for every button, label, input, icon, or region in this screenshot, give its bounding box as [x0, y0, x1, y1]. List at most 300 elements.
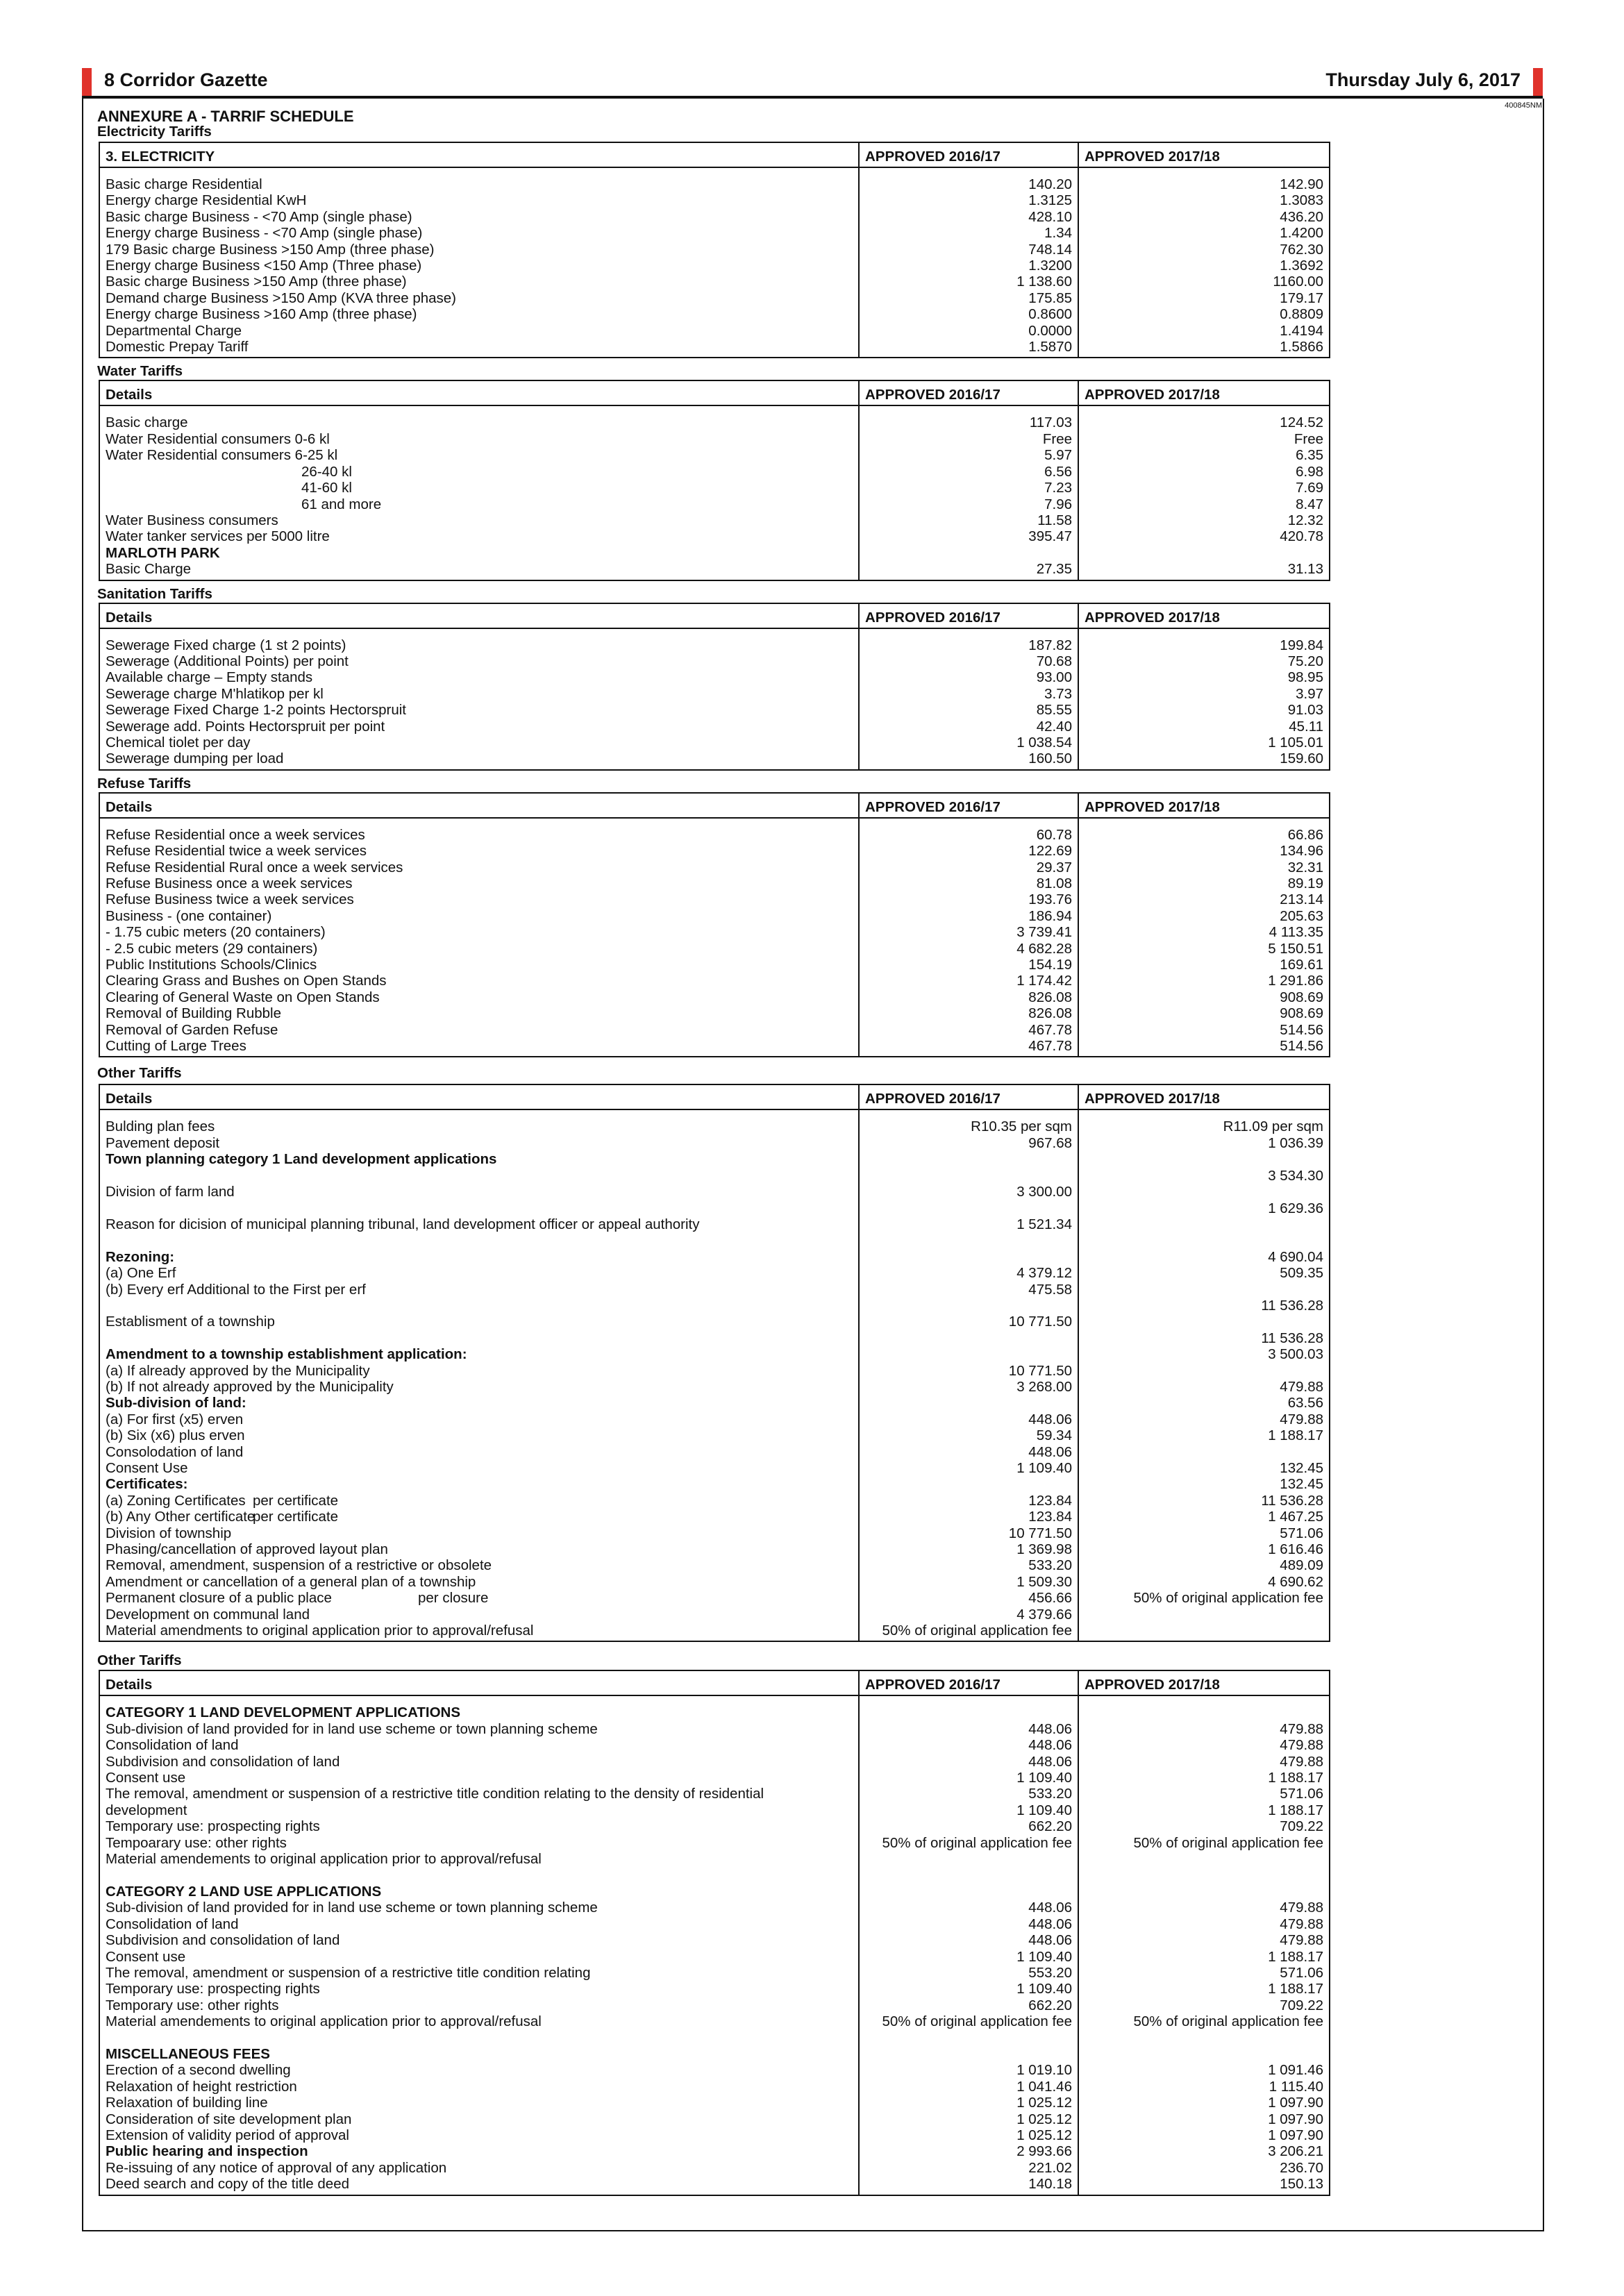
- issue-date: Thursday July 6, 2017: [1325, 69, 1521, 90]
- other1-table: [99, 1084, 1330, 1642]
- value-2017-18: 11 536.28: [1078, 1330, 1330, 1346]
- value-2017-18: 169.61: [1078, 957, 1330, 973]
- row-label-text: Sewerage add. Points Hectorspruit per point: [106, 718, 385, 735]
- value-2017-18: [1078, 1868, 1330, 1884]
- row-label-text: (a) Zoning Certificates: [106, 1492, 246, 1509]
- value-2016-17: 11.58: [859, 512, 1078, 528]
- row-label: [99, 719, 859, 735]
- tariff-schedule: [97, 108, 1333, 2200]
- row-label-text: (b) Any Other certificate: [106, 1509, 256, 1525]
- table-row: [99, 1997, 1330, 2013]
- table-row: [99, 989, 1330, 1005]
- value-2016-17: [859, 2046, 1078, 2062]
- row-label: [99, 891, 859, 907]
- row-label: [99, 323, 859, 339]
- table-row: [99, 2046, 1330, 2062]
- value-2016-17: 140.18: [859, 2176, 1078, 2195]
- value-2017-18: 1 188.17: [1078, 1427, 1330, 1443]
- value-2016-17: 3 300.00: [859, 1184, 1078, 1200]
- value-2017-18: 1 097.90: [1078, 2111, 1330, 2127]
- row-label-text: (a) For first (x5) erven: [106, 1411, 244, 1427]
- row-label-text: Refuse Residential Rural once a week services: [106, 859, 403, 875]
- value-2017-18: [1078, 1444, 1330, 1460]
- table-row: [99, 2030, 1330, 2046]
- table-row: [99, 1135, 1330, 1151]
- table-row: [99, 2095, 1330, 2111]
- row-label: [99, 2030, 859, 2046]
- row-label-text: Temporary use: prospecting rights: [106, 1818, 320, 1835]
- value-2017-18: 124.52: [1078, 405, 1330, 430]
- value-2017-18: [1078, 2046, 1330, 2062]
- row-label-text: Consent Use: [106, 1459, 188, 1476]
- value-2016-17: [859, 1249, 1078, 1265]
- row-label-text: Energy charge Business >160 Amp (three phase): [106, 306, 417, 323]
- table-row: [99, 1200, 1330, 1216]
- value-2016-17: Free: [859, 431, 1078, 447]
- per-closure-note: per closure: [418, 1590, 489, 1607]
- row-label: [99, 1265, 859, 1281]
- table-header-row: [99, 380, 1330, 405]
- table-row: [99, 843, 1330, 859]
- table-row: [99, 1005, 1330, 1021]
- row-label-text: Refuse Business once a week services: [106, 875, 353, 891]
- value-2016-17: [859, 1200, 1078, 1216]
- water-section: [97, 380, 1333, 580]
- value-2017-18: 571.06: [1078, 1525, 1330, 1541]
- table-row: [99, 957, 1330, 973]
- row-label: [99, 941, 859, 957]
- row-label-text: Energy charge Business <150 Amp (Three phase): [106, 258, 422, 274]
- value-2016-17: 448.06: [859, 1932, 1078, 1948]
- row-label-text: Consent use: [106, 1948, 186, 1965]
- row-label: [99, 561, 859, 580]
- row-label: [99, 528, 859, 544]
- table-row: [99, 1379, 1330, 1395]
- value-2016-17: 50% of original application fee: [859, 2013, 1078, 2029]
- value-2016-17: [859, 1476, 1078, 1492]
- row-label-text: Sewerage Fixed charge (1 st 2 points): [106, 637, 346, 653]
- value-2017-18: [1078, 1884, 1330, 1900]
- value-2017-18: 75.20: [1078, 653, 1330, 669]
- value-2017-18: 4 113.35: [1078, 924, 1330, 940]
- row-label-text: Rezoning:: [106, 1248, 175, 1265]
- table-row: [99, 1509, 1330, 1525]
- table-row: [99, 669, 1330, 685]
- row-label-text: MARLOTH PARK: [106, 544, 220, 561]
- value-2017-18: 4 690.62: [1078, 1574, 1330, 1590]
- row-label-text: Water Residential consumers 0-6 kl: [106, 430, 330, 447]
- value-2016-17: [859, 545, 1078, 561]
- value-2016-17: 193.76: [859, 891, 1078, 907]
- table-row: [99, 242, 1330, 258]
- value-2017-18: 32.31: [1078, 860, 1330, 875]
- table-row: [99, 2127, 1330, 2143]
- header-accent-left: [82, 68, 92, 96]
- row-label: [99, 2127, 859, 2143]
- row-label: [99, 1541, 859, 1557]
- row-label: [99, 512, 859, 528]
- value-2017-18: 1 616.46: [1078, 1541, 1330, 1557]
- row-label-text: Refuse Business twice a week services: [106, 891, 354, 908]
- value-2016-17: 475.58: [859, 1282, 1078, 1298]
- value-2016-17: 1 109.40: [859, 1770, 1078, 1786]
- value-2017-18: 1 188.17: [1078, 1949, 1330, 1965]
- row-label-text: Consent use: [106, 1770, 186, 1786]
- table-row: [99, 464, 1330, 480]
- row-label: [99, 1818, 859, 1834]
- row-label-text: Development on communal land: [106, 1606, 310, 1623]
- row-label: [99, 924, 859, 940]
- value-2017-18: 89.19: [1078, 875, 1330, 891]
- value-2017-18: 479.88: [1078, 1932, 1330, 1948]
- value-2016-17: 59.34: [859, 1427, 1078, 1443]
- table-row: [99, 480, 1330, 496]
- row-label-text: Material amendements to original application prior to approval/refusal: [106, 1851, 542, 1868]
- value-2017-18: 63.56: [1078, 1395, 1330, 1411]
- value-2017-18: 1 105.01: [1078, 735, 1330, 751]
- column-header: APPROVED 2016/17: [859, 603, 1078, 628]
- row-label-text: Consideration of site development plan: [106, 2111, 352, 2127]
- row-label-text: Temporary use: prospecting rights: [106, 1981, 320, 1997]
- table-row: [99, 1851, 1330, 1867]
- value-2016-17: 5.97: [859, 447, 1078, 463]
- table-row: [99, 1786, 1330, 1802]
- row-label-text: Division of township: [106, 1525, 232, 1541]
- value-2017-18: 50% of original application fee: [1078, 2013, 1330, 2029]
- value-2016-17: 1 109.40: [859, 1802, 1078, 1818]
- row-label-text: Consolidation of land: [106, 1916, 239, 1932]
- value-2017-18: 8.47: [1078, 496, 1330, 512]
- row-label-text: Relaxation of building line: [106, 2095, 268, 2111]
- table-row: [99, 528, 1330, 544]
- value-2017-18: 91.03: [1078, 702, 1330, 718]
- row-label-text: Tempoarary use: other rights: [106, 1834, 287, 1851]
- row-label-text: Basic charge Residential: [106, 176, 262, 192]
- row-label-text: Water Business consumers: [106, 512, 278, 528]
- value-2016-17: 448.06: [859, 1900, 1078, 1916]
- table-row: [99, 209, 1330, 225]
- table-header-row: [99, 1670, 1330, 1695]
- row-label-text: Refuse Residential once a week services: [106, 826, 365, 843]
- table-header-row: [99, 603, 1330, 628]
- value-2017-18: [1078, 2030, 1330, 2046]
- row-label-text: Business - (one container): [106, 907, 272, 924]
- refuse-title: Refuse Tariffs: [97, 775, 192, 791]
- row-label-text: Sewerage charge M'hlatikop per kl: [106, 685, 324, 702]
- value-2017-18: 1.3692: [1078, 258, 1330, 274]
- table-row: [99, 167, 1330, 192]
- value-2017-18: [1078, 1232, 1330, 1248]
- table-row: [99, 751, 1330, 769]
- row-label: [99, 1151, 859, 1167]
- table-row: [99, 1427, 1330, 1443]
- value-2017-18: 5 150.51: [1078, 941, 1330, 957]
- table-row: [99, 512, 1330, 528]
- value-2016-17: 1 019.10: [859, 2062, 1078, 2078]
- value-2016-17: [859, 1695, 1078, 1720]
- value-2017-18: 50% of original application fee: [1078, 1835, 1330, 1851]
- table-row: [99, 1411, 1330, 1427]
- value-2017-18: 908.69: [1078, 1005, 1330, 1021]
- value-2016-17: 93.00: [859, 669, 1078, 685]
- table-row: [99, 496, 1330, 512]
- table-row: [99, 941, 1330, 957]
- table-row: [99, 258, 1330, 274]
- value-2016-17: 70.68: [859, 653, 1078, 669]
- value-2017-18: 159.60: [1078, 751, 1330, 769]
- table-row: [99, 561, 1330, 580]
- table-row: [99, 628, 1330, 653]
- value-2017-18: 3 206.21: [1078, 2143, 1330, 2159]
- value-2017-18: 132.45: [1078, 1460, 1330, 1476]
- table-row: [99, 339, 1330, 358]
- value-2016-17: 3 739.41: [859, 924, 1078, 940]
- table-row: [99, 973, 1330, 989]
- value-2017-18: 1 036.39: [1078, 1135, 1330, 1151]
- row-label: [99, 908, 859, 924]
- value-2016-17: [859, 1884, 1078, 1900]
- row-label-text: Sub-division of land provided for in land use scheme or town planning scheme: [106, 1900, 598, 1916]
- row-label-text: - 2.5 cubic meters (29 containers): [106, 940, 318, 957]
- row-label-text: Sewerage (Additional Points) per point: [106, 653, 349, 669]
- value-2016-17: 395.47: [859, 528, 1078, 544]
- value-2017-18: [1078, 1216, 1330, 1232]
- row-label: [99, 1168, 859, 1184]
- notice-reference: 400845NM: [1505, 101, 1542, 110]
- table-row: [99, 1835, 1330, 1851]
- value-2016-17: 60.78: [859, 818, 1078, 843]
- value-2017-18: 66.86: [1078, 818, 1330, 843]
- table-row: [99, 1038, 1330, 1057]
- value-2017-18: 1.3083: [1078, 192, 1330, 208]
- row-label: [99, 2160, 859, 2176]
- row-label: [99, 225, 859, 241]
- table-row: [99, 1900, 1330, 1916]
- value-2017-18: [1078, 1623, 1330, 1641]
- table-row: [99, 2062, 1330, 2078]
- value-2016-17: 1 521.34: [859, 1216, 1078, 1232]
- value-2017-18: 1 467.25: [1078, 1509, 1330, 1525]
- row-label-text: CATEGORY 1 LAND DEVELOPMENT APPLICATIONS: [106, 1704, 461, 1721]
- row-label: [99, 1851, 859, 1867]
- value-2017-18: 3 500.03: [1078, 1346, 1330, 1362]
- row-label: [99, 751, 859, 769]
- value-2016-17: 0.8600: [859, 306, 1078, 322]
- value-2017-18: Free: [1078, 431, 1330, 447]
- row-label: [99, 843, 859, 859]
- value-2017-18: [1078, 1151, 1330, 1167]
- table-row: [99, 1949, 1330, 1965]
- row-label: [99, 2095, 859, 2111]
- table-row: [99, 2111, 1330, 2127]
- value-2016-17: [859, 1395, 1078, 1411]
- refuse-section: [97, 792, 1333, 1058]
- row-label-text: Removal of Garden Refuse: [106, 1021, 278, 1038]
- row-label-text: Energy charge Business - <70 Amp (single phase): [106, 225, 423, 242]
- row-label-text: MISCELLANEOUS FEES: [106, 2045, 270, 2062]
- row-label: [99, 1932, 859, 1948]
- table-row: [99, 1695, 1330, 1720]
- row-label: [99, 1216, 859, 1232]
- row-label: [99, 1557, 859, 1573]
- table-row: [99, 1541, 1330, 1557]
- row-label: [99, 1476, 859, 1492]
- row-label: [99, 405, 859, 430]
- table-row: [99, 1574, 1330, 1590]
- sanitation-table: [99, 603, 1330, 771]
- row-label: [99, 1981, 859, 1997]
- row-label-text: Basic charge Business - <70 Amp (single phase): [106, 208, 412, 225]
- table-row: [99, 2160, 1330, 2176]
- row-label-text: Chemical tiolet per day: [106, 734, 251, 751]
- value-2016-17: [859, 1168, 1078, 1184]
- table-row: [99, 2079, 1330, 2095]
- table-row: [99, 1184, 1330, 1200]
- row-label: [99, 1574, 859, 1590]
- row-label: [99, 1802, 859, 1818]
- row-label-text: Amendment or cancellation of a general plan of a township: [106, 1573, 476, 1590]
- row-label-text: Public Institutions Schools/Clinics: [106, 957, 317, 973]
- table-row: [99, 225, 1330, 241]
- value-2017-18: 11 536.28: [1078, 1298, 1330, 1314]
- row-label: [99, 258, 859, 274]
- value-2017-18: 1 291.86: [1078, 973, 1330, 989]
- column-header: APPROVED 2016/17: [859, 142, 1078, 167]
- value-2016-17: 4 379.12: [859, 1265, 1078, 1281]
- row-label-text: Material amendements to original application prior to approval/refusal: [106, 2013, 542, 2030]
- row-label-text: Material amendments to original application prior to approval/refusal: [106, 1623, 534, 1639]
- row-label: [99, 1282, 859, 1298]
- electricity-title: Electricity Tariffs: [97, 124, 212, 140]
- electricity-section: [97, 142, 1333, 358]
- value-2017-18: 1.5866: [1078, 339, 1330, 358]
- value-2016-17: [859, 1298, 1078, 1314]
- value-2017-18: 514.56: [1078, 1038, 1330, 1057]
- value-2017-18: 179.17: [1078, 290, 1330, 306]
- value-2016-17: [859, 1151, 1078, 1167]
- row-label: [99, 1379, 859, 1395]
- row-label: [99, 1835, 859, 1851]
- row-label: [99, 1916, 859, 1932]
- table-row: [99, 860, 1330, 875]
- value-2016-17: 187.82: [859, 628, 1078, 653]
- value-2016-17: 123.84: [859, 1493, 1078, 1509]
- value-2016-17: 1 038.54: [859, 735, 1078, 751]
- value-2016-17: 10 771.50: [859, 1363, 1078, 1379]
- table-row: [99, 1557, 1330, 1573]
- value-2017-18: 479.88: [1078, 1754, 1330, 1770]
- value-2016-17: 123.84: [859, 1509, 1078, 1525]
- row-label: [99, 1590, 859, 1606]
- value-2017-18: 1160.00: [1078, 274, 1330, 290]
- row-label: [99, 1754, 859, 1770]
- table-row: [99, 306, 1330, 322]
- table-row: [99, 2143, 1330, 2159]
- table-row: [99, 702, 1330, 718]
- table-header-row: [99, 1084, 1330, 1109]
- table-row: [99, 735, 1330, 751]
- value-2016-17: 1.5870: [859, 339, 1078, 358]
- row-label-text: Water Residential consumers 6-25 kl: [106, 447, 338, 464]
- value-2016-17: 175.85: [859, 290, 1078, 306]
- refuse-table: [99, 792, 1330, 1058]
- table-row: [99, 1590, 1330, 1606]
- table-row: [99, 1216, 1330, 1232]
- row-label-text: Sewerage Fixed Charge 1-2 points Hectorspruit: [106, 702, 406, 719]
- table-row: [99, 908, 1330, 924]
- value-2016-17: 1 025.12: [859, 2095, 1078, 2111]
- table-row: [99, 323, 1330, 339]
- row-label: [99, 1022, 859, 1038]
- value-2017-18: 1 629.36: [1078, 1200, 1330, 1216]
- row-label-text: Cutting of Large Trees: [106, 1038, 246, 1055]
- header-accent-right: [1533, 68, 1543, 96]
- row-label-text: Public hearing and inspection: [106, 2143, 308, 2160]
- row-label: [99, 290, 859, 306]
- value-2016-17: 7.23: [859, 480, 1078, 496]
- value-2016-17: 448.06: [859, 1444, 1078, 1460]
- value-2017-18: 3 534.30: [1078, 1168, 1330, 1184]
- row-label-text: Amendment to a township establishment application:: [106, 1346, 467, 1363]
- table-row: [99, 1022, 1330, 1038]
- value-2017-18: 150.13: [1078, 2176, 1330, 2195]
- value-2016-17: 42.40: [859, 719, 1078, 735]
- value-2017-18: 1.4194: [1078, 323, 1330, 339]
- row-label: [99, 306, 859, 322]
- row-label: [99, 1770, 859, 1786]
- table-row: [99, 1932, 1330, 1948]
- row-label-text: (a) One Erf: [106, 1265, 176, 1282]
- water-table: [99, 380, 1330, 580]
- row-label: [99, 1737, 859, 1753]
- row-label: [99, 480, 859, 496]
- other-tariffs-title-1: Other Tariffs: [97, 1065, 182, 1082]
- row-label: [99, 1623, 859, 1641]
- value-2016-17: 533.20: [859, 1786, 1078, 1802]
- column-header: APPROVED 2016/17: [859, 1084, 1078, 1109]
- value-2016-17: 553.20: [859, 1965, 1078, 1981]
- sanitation-section: [97, 603, 1333, 771]
- value-2016-17: 10 771.50: [859, 1525, 1078, 1541]
- table-row: [99, 2176, 1330, 2195]
- value-2016-17: 1 109.40: [859, 1981, 1078, 1997]
- value-2017-18: 1 091.46: [1078, 2062, 1330, 2078]
- row-label-text: Departmental Charge: [106, 322, 242, 339]
- sanitation-title: Sanitation Tariffs: [97, 585, 212, 602]
- column-header: APPROVED 2017/18: [1078, 793, 1330, 818]
- row-label: [99, 1444, 859, 1460]
- value-2017-18: 514.56: [1078, 1022, 1330, 1038]
- row-label: [99, 1411, 859, 1427]
- value-2016-17: 826.08: [859, 989, 1078, 1005]
- row-label-text: The removal, amendment or suspension of a restrictive title condition relating: [106, 1964, 591, 1981]
- row-label: [99, 1900, 859, 1916]
- row-label: [99, 957, 859, 973]
- row-label-text: Subdivision and consolidation of land: [106, 1932, 340, 1949]
- value-2017-18: 12.32: [1078, 512, 1330, 528]
- row-label-text: 41-60 kl: [301, 480, 352, 496]
- value-2016-17: [859, 1232, 1078, 1248]
- row-label-text: Demand charge Business >150 Amp (KVA three phase): [106, 290, 457, 306]
- value-2016-17: 140.20: [859, 167, 1078, 192]
- value-2017-18: [1078, 1363, 1330, 1379]
- value-2016-17: [859, 2030, 1078, 2046]
- row-label-text: Water tanker services per 5000 litre: [106, 528, 330, 545]
- table-row: [99, 1525, 1330, 1541]
- value-2016-17: 50% of original application fee: [859, 1623, 1078, 1641]
- value-2017-18: 489.09: [1078, 1557, 1330, 1573]
- table-row: [99, 1460, 1330, 1476]
